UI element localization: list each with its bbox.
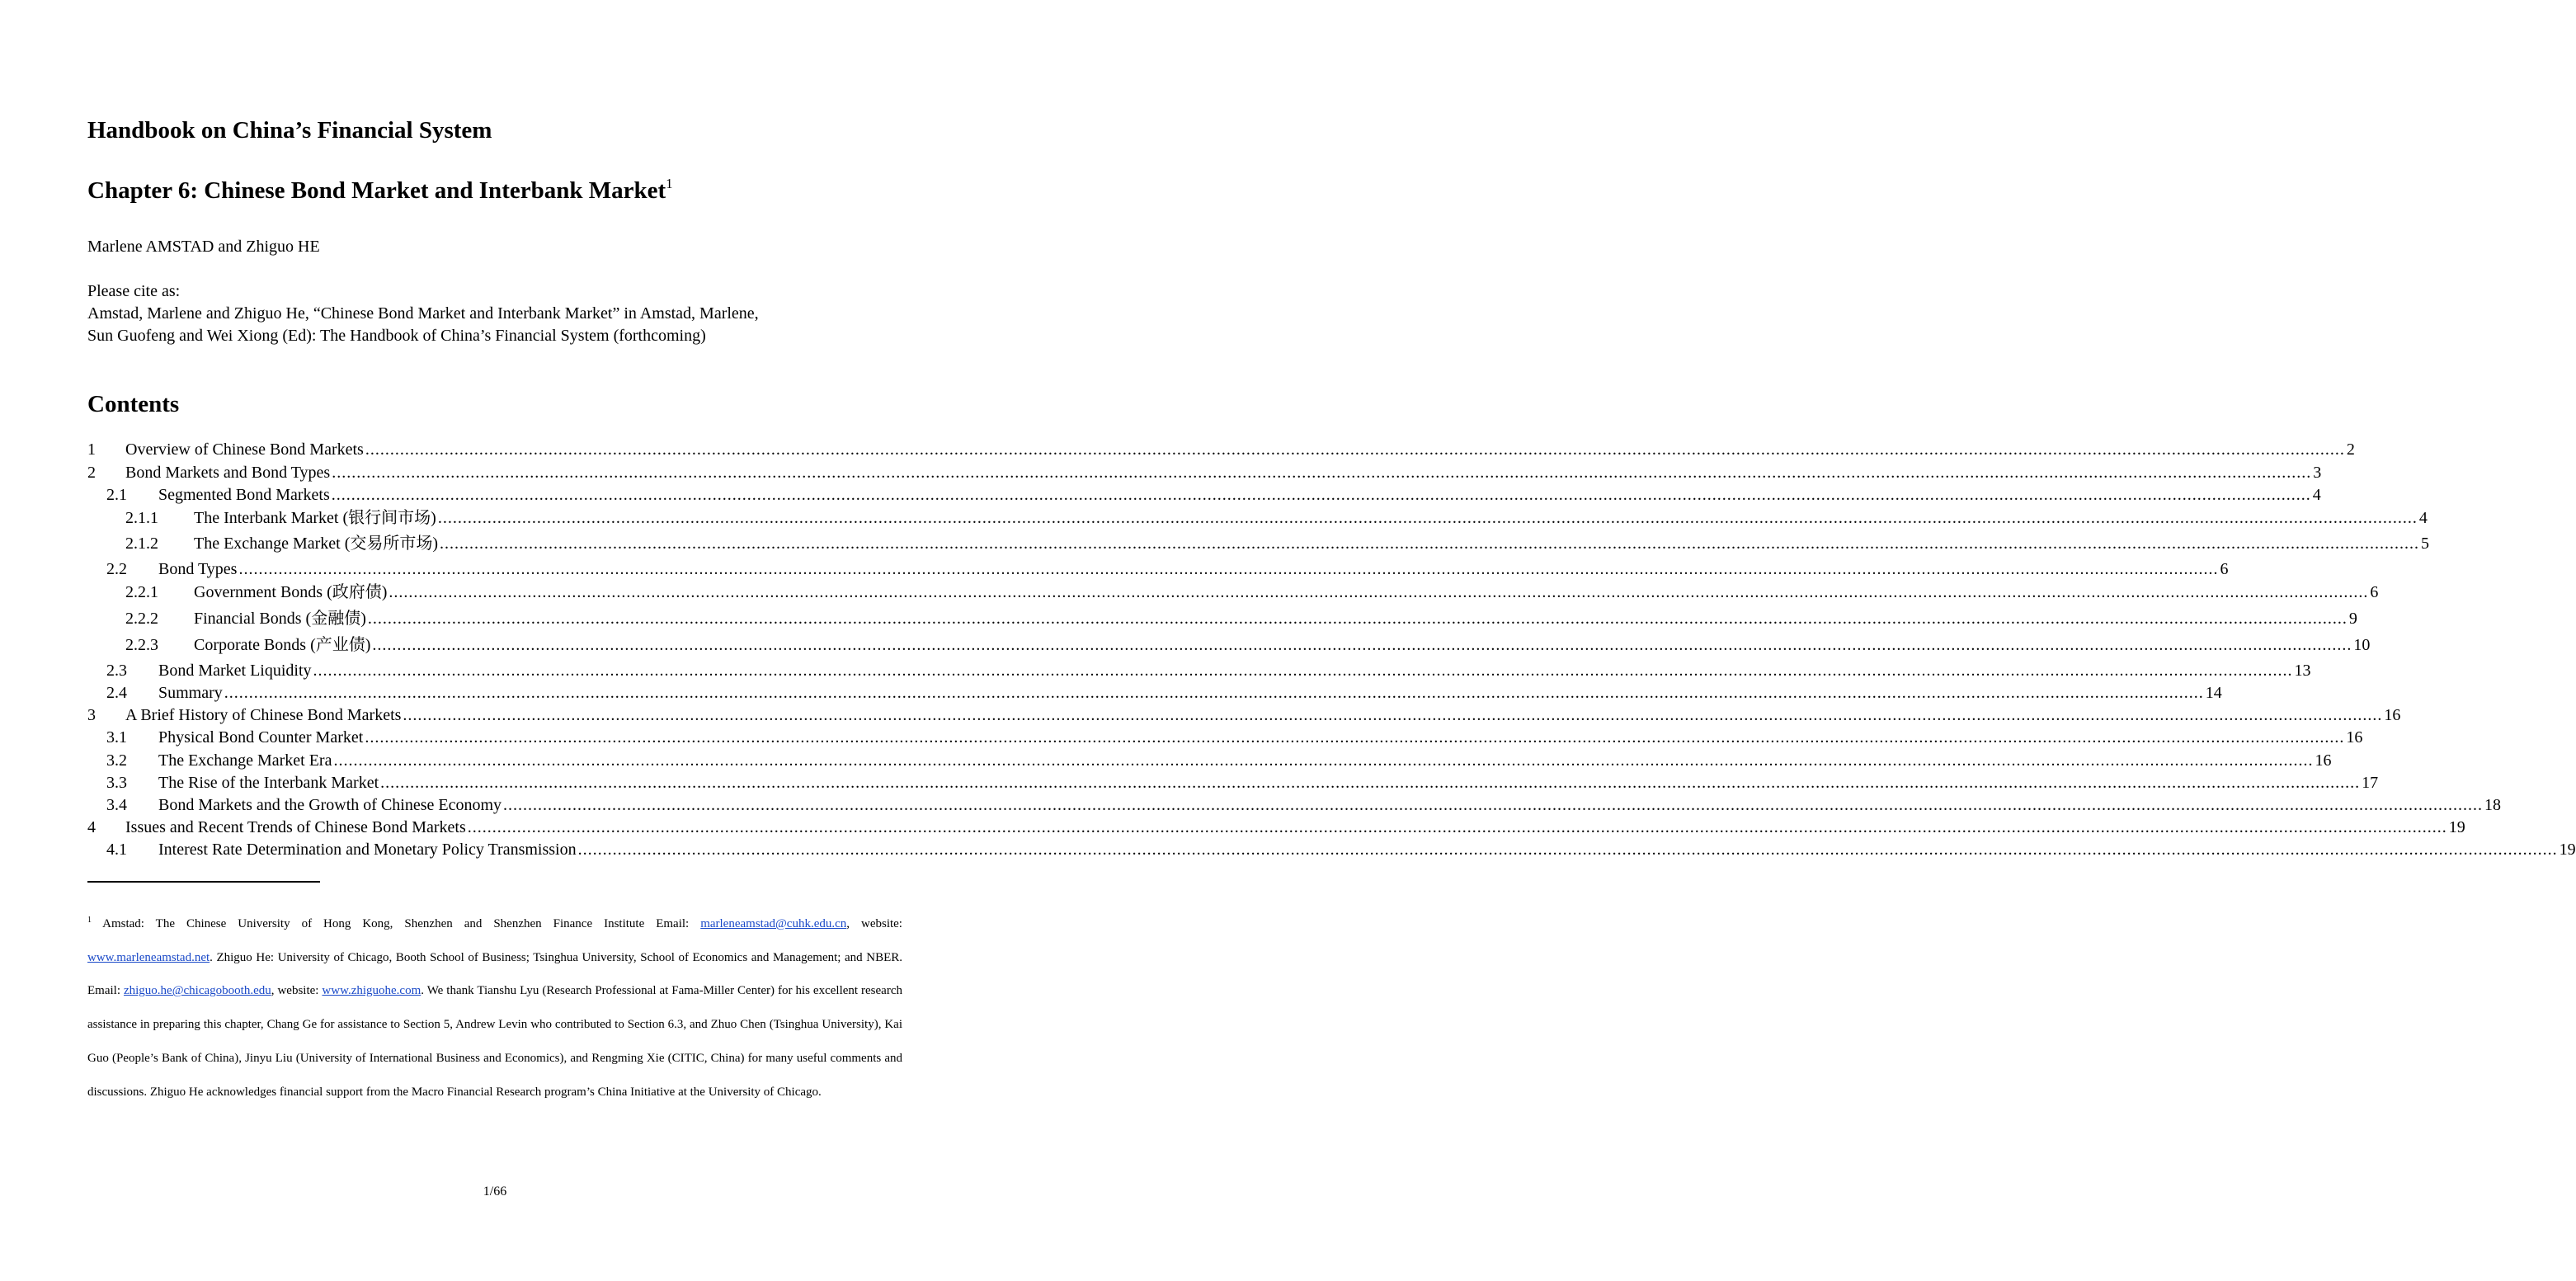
toc-entry-page: 3 [2313,464,2322,482]
toc-entry-title: Government Bonds (政府债) [194,583,388,601]
toc-dot-leader: ................................................................................................................................................................................................................................................................................................................................................................................................................ [403,706,2383,724]
toc-entry-title: The Exchange Market (交易所市场) [194,535,439,553]
toc-entry-title: The Interbank Market (银行间市场) [194,509,436,527]
toc-entry[interactable] [87,682,2222,704]
authors-line: Marlene AMSTAD and Zhiguo HE [87,238,320,256]
citation-line-1: Amstad, Marlene and Zhiguo He, “Chinese Bond Market and Interbank Market” in Amstad, Marlene, [87,304,759,323]
toc-dot-leader: ................................................................................................................................................................................................................................................................................................................................................................................................................ [503,796,2484,814]
toc-dot-leader: ................................................................................................................................................................................................................................................................................................................................................................................................................ [224,684,2204,702]
toc-entry-number: 2.4 [106,684,127,702]
toc-entry-page: 19 [2559,841,2576,859]
footnote-text-3: . Zhiguo He: University of Chicago, Booth School of Business; Tsinghua University, School of Economics and Management; and NBER. Email: [87,950,902,998]
toc-entry-number: 4 [87,818,96,836]
toc-entry-page: 19 [2448,818,2465,836]
toc-entry-number: 2.1.1 [125,509,158,527]
toc-entry-line [194,634,2371,656]
footnote-text-2: , website: [846,917,902,930]
toc-entry-title: Issues and Recent Trends of Chinese Bond Markets [125,818,466,836]
footnote-text-5: . We thank Tianshu Lyu (Research Professional at Fama-Miller Center) for his excellent research assistance in preparing this chapter, Chang Ge for assistance to Section 5, Andrew Levin who contributed to Section 6.3, and Zhuo Chen (Tsinghua University), Kai Guo (People’s Bank of China), Jinyu Liu (University of International Business and Economics), and Rengming Xie (CITIC, China) for many useful comments and discussions. Zhiguo He acknowledges financial support from the Macro Financial Research program’s China Initiative at the University of Chicago. [87,984,902,1099]
toc-entry-number: 3.3 [106,774,127,792]
toc-entry[interactable] [87,462,2322,483]
toc-entry-number: 2.3 [106,662,127,680]
toc-entry[interactable] [87,582,2379,603]
toc-entry-page: 9 [2348,610,2357,628]
footnote-text-4: , website: [271,984,323,998]
toc-dot-leader: ................................................................................................................................................................................................................................................................................................................................................................................................................ [333,751,2314,770]
toc-entry-line [158,794,2502,816]
page-number: 1/66 [483,1184,507,1199]
toc-dot-leader: ................................................................................................................................................................................................................................................................................................................................................................................................................ [332,464,2312,482]
toc-entry-line [158,772,2379,794]
toc-entry-line [125,462,2322,483]
toc-entry-page: 4 [2418,509,2428,527]
toc-dot-leader: ................................................................................................................................................................................................................................................................................................................................................................................................................ [365,440,2345,459]
toc-entry[interactable] [87,727,2363,748]
toc-entry-line [194,533,2430,554]
footnote-separator [87,881,320,883]
toc-entry-title: Physical Bond Counter Market [158,728,364,746]
toc-entry[interactable] [87,839,2576,860]
toc-entry-title: Bond Markets and Bond Types [125,464,331,482]
toc-entry-page: 6 [2220,560,2229,578]
toc-entry-number: 3.2 [106,751,127,770]
toc-entry-number: 2.2.3 [125,636,158,654]
toc-dot-leader: ................................................................................................................................................................................................................................................................................................................................................................................................................ [331,486,2311,504]
toc-entry[interactable] [87,533,2430,554]
toc-entry[interactable] [87,817,2465,838]
toc-entry-page: 17 [2362,774,2379,792]
toc-entry-number: 3.4 [106,796,127,814]
toc-entry-number: 4.1 [106,841,127,859]
email-link-amstad[interactable]: marleneamstad@cuhk.edu.cn [700,917,847,930]
toc-dot-leader: ................................................................................................................................................................................................................................................................................................................................................................................................................ [372,636,2352,654]
toc-entry-title: Segmented Bond Markets [158,486,330,504]
toc-dot-leader: ................................................................................................................................................................................................................................................................................................................................................................................................................ [365,728,2345,746]
footnote-mark: 1 [87,916,92,925]
toc-entry-page: 16 [2384,706,2401,724]
toc-dot-leader: ................................................................................................................................................................................................................................................................................................................................................................................................................ [238,560,2219,578]
chapter-footnote-mark[interactable]: 1 [666,176,673,191]
toc-entry-line [158,682,2222,704]
cite-label: Please cite as: [87,282,181,300]
toc-entry-number: 2.2.2 [125,610,158,628]
toc-entry-number: 1 [87,440,96,459]
toc-entry-line [194,507,2428,529]
toc-entry-title: Summary [158,684,223,702]
toc-dot-leader: ................................................................................................................................................................................................................................................................................................................................................................................................................ [437,509,2418,527]
toc-dot-leader: ................................................................................................................................................................................................................................................................................................................................................................................................................ [313,662,2293,680]
toc-entry-page: 6 [2370,583,2379,601]
toc-dot-leader: ................................................................................................................................................................................................................................................................................................................................................................................................................ [467,818,2447,836]
toc-entry-number: 2.2 [106,560,127,578]
toc-entry-number: 2.1.2 [125,535,158,553]
toc-entry-line [158,484,2321,506]
toc-entry-page: 16 [2315,751,2332,770]
toc-dot-leader: ................................................................................................................................................................................................................................................................................................................................................................................................................ [367,610,2348,628]
toc-entry-page: 10 [2353,636,2371,654]
toc-entry-line [158,660,2311,681]
toc-entry-line [125,704,2401,726]
website-link-he[interactable]: www.zhiguohe.com [322,984,421,998]
toc-entry-page: 2 [2346,440,2355,459]
toc-entry-title: A Brief History of Chinese Bond Markets [125,706,402,724]
toc-entry[interactable] [87,660,2311,681]
toc-entry-page: 5 [2421,535,2430,553]
toc-entry[interactable] [87,558,2229,580]
toc-entry-page: 13 [2294,662,2311,680]
toc-entry[interactable] [87,794,2502,816]
toc-entry-number: 3.1 [106,728,127,746]
email-link-he[interactable]: zhiguo.he@chicagobooth.edu [123,984,271,998]
toc-entry-page: 14 [2205,684,2222,702]
footnote [87,907,902,1109]
toc-entry[interactable] [87,704,2401,726]
toc-entry-title: The Exchange Market Era [158,751,332,770]
contents-heading: Contents [87,391,180,417]
toc-entry-title: Bond Markets and the Growth of Chinese Economy [158,796,502,814]
toc-entry-title: Overview of Chinese Bond Markets [125,440,364,459]
toc-entry-title: Interest Rate Determination and Monetary Policy Transmission [158,841,577,859]
toc-entry-title: Bond Types [158,560,238,578]
toc-entry[interactable] [87,608,2357,629]
toc-entry[interactable] [87,634,2371,656]
toc-entry-line [194,608,2357,629]
toc-entry-line [158,750,2332,771]
toc-entry[interactable] [87,507,2428,529]
toc-entry[interactable] [87,439,2355,460]
toc-entry[interactable] [87,484,2321,506]
toc-entry-number: 2.2.1 [125,583,158,601]
toc-entry-number: 3 [87,706,96,724]
toc-entry[interactable] [87,772,2379,794]
toc-entry-title: The Rise of the Interbank Market [158,774,379,792]
toc-entry-title: Corporate Bonds (产业债) [194,636,371,654]
chapter-title [87,177,673,205]
toc-entry-page: 4 [2312,486,2321,504]
toc-entry-number: 2.1 [106,486,127,504]
toc-entry-page: 18 [2484,796,2502,814]
toc-entry-line [158,727,2363,748]
document-title: Handbook on China’s Financial System [87,117,492,144]
toc-dot-leader: ................................................................................................................................................................................................................................................................................................................................................................................................................ [389,583,2369,601]
toc-entry-line [125,439,2355,460]
toc-entry-page: 16 [2346,728,2363,746]
toc-dot-leader: ................................................................................................................................................................................................................................................................................................................................................................................................................ [577,841,2558,859]
footnote-text-1: Amstad: The Chinese University of Hong Kong, Shenzhen and Shenzhen Finance Institute Email: [92,917,701,930]
toc-dot-leader: ................................................................................................................................................................................................................................................................................................................................................................................................................ [380,774,2361,792]
toc-dot-leader: ................................................................................................................................................................................................................................................................................................................................................................................................................ [440,535,2420,553]
toc-entry-line [125,817,2465,838]
toc-entry-title: Financial Bonds (金融债) [194,610,366,628]
toc-entry-number: 2 [87,464,96,482]
toc-entry-title: Bond Market Liquidity [158,662,312,680]
chapter-title-text: Chapter 6: Chinese Bond Market and Interbank Market [87,177,666,204]
toc-entry-line [194,582,2379,603]
toc-entry-line [158,839,2576,860]
toc-entry-line [158,558,2229,580]
citation-line-2: Sun Guofeng and Wei Xiong (Ed): The Handbook of China’s Financial System (forthcoming) [87,327,706,345]
website-link-amstad[interactable]: www.marleneamstad.net [87,950,210,964]
toc-entry[interactable] [87,750,2332,771]
